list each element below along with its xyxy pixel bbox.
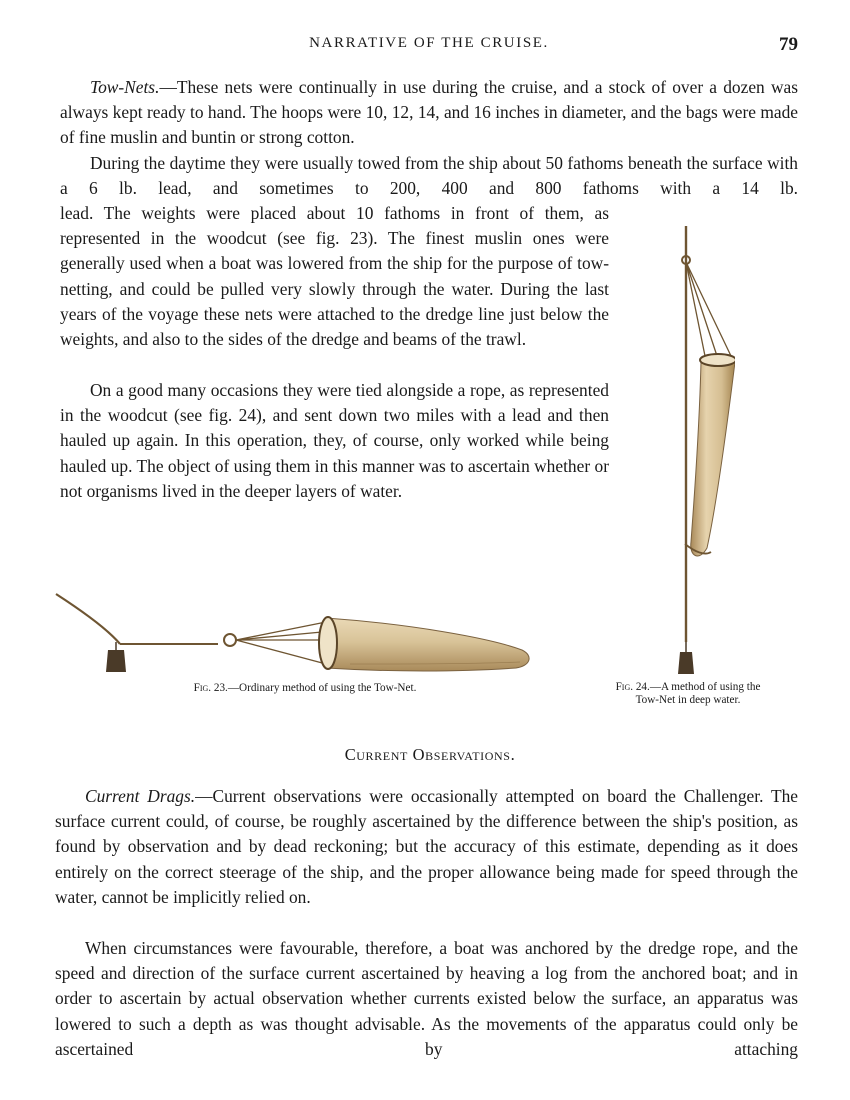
bridle-lines xyxy=(236,622,328,664)
figure-23-label: Fig. 23. xyxy=(193,682,228,694)
net-bag xyxy=(691,362,735,556)
figure-24-caption-line-1: —A method of using the xyxy=(649,681,761,693)
figure-24-caption-line-2: Tow-Net in deep water. xyxy=(635,694,741,706)
figure-23-caption-text: —Ordinary method of using the Tow-Net. xyxy=(227,682,417,694)
figure-24-label: Fig. 24. xyxy=(615,681,650,693)
paragraph-tow-nets xyxy=(60,75,798,151)
paragraph-tow-nets-text: —These nets were continually in use during the cruise, and a stock of over a dozen was always kept ready to hand. The hoops were 10, 12, 14, and 16 inches in diameter, and the bags were made of fine muslin and buntin or strong cotton. xyxy=(60,77,798,148)
figure-23-tow-net-horizontal xyxy=(50,588,540,678)
net-hoop xyxy=(319,617,337,669)
bridle-lines xyxy=(686,262,731,356)
page-number: 79 xyxy=(779,34,798,55)
run-in-heading-tow-nets: Tow-Nets. xyxy=(90,77,160,97)
paragraph-daytime-full-width: During the daytime they were usually towed from the ship about 50 fathoms beneath the surface with a 6 lb. lead, and sometimes to 200, 400 and 800 fathoms with a 14 lb. xyxy=(60,153,798,199)
paragraph-favourable-circumstances: When circumstances were favourable, therefore, a boat was anchored by the dredge rope, and the speed and direction of the surface current ascertained by heaving a log from the anchored boat; and in order to ascertain by actual observation whether currents existed below the surface, an apparatus was lowered to such a depth as was thought advisable. As the movements of the apparatus could only be ascertained by attaching xyxy=(55,938,798,1059)
lead-weight xyxy=(106,650,126,672)
paragraph-daytime-narrow: lead. The weights were placed about 10 fathoms in front of them, as represented in the woodcut (see fig. 23). The finest muslin ones were generally used when a boat was lowered from the ship for the purpose of tow-netting, and could be pulled very slowly through the water. During the last years of the voyage these nets were attached to the dredge line just below the weights, and also to the sides of the dredge and beams of the trawl. xyxy=(60,203,609,350)
paragraph-occasions: On a good many occasions they were tied alongside a rope, as represented in the woodcut (see fig. 24), and sent down two miles with a lead and then hauled up again. In this operation, they, of course, only worked while being hauled up. The object of using them in this manner was to ascertain whether or not organisms lived in the deeper layers of water. xyxy=(60,380,609,501)
run-in-heading-current-drags: Current Drags. xyxy=(85,786,196,806)
net-hoop xyxy=(700,354,735,366)
figure-24-caption xyxy=(588,681,788,707)
lead-weight xyxy=(678,652,694,674)
paragraph-current-drags-text: —Current observations were occasionally attempted on board the Challenger. The surface current could, of course, be roughly ascertained by the difference between the ship's position, as found by observation and by dead reckoning; but the accuracy of this estimate, depending as it does entirely on the correct steerage of the ship, and the proper allowance being made for speed through the water, cannot be implicitly relied on. xyxy=(55,786,798,907)
running-head-title: NARRATIVE OF THE CRUISE. xyxy=(309,35,549,51)
knot xyxy=(224,634,236,646)
figure-24-tow-net-vertical xyxy=(655,222,735,677)
section-heading-current-observations: Current Observations. xyxy=(344,745,516,764)
running-head xyxy=(60,34,798,56)
figure-23-caption xyxy=(100,682,510,695)
tow-rope xyxy=(56,594,120,644)
paragraph-current-drags xyxy=(55,784,798,910)
